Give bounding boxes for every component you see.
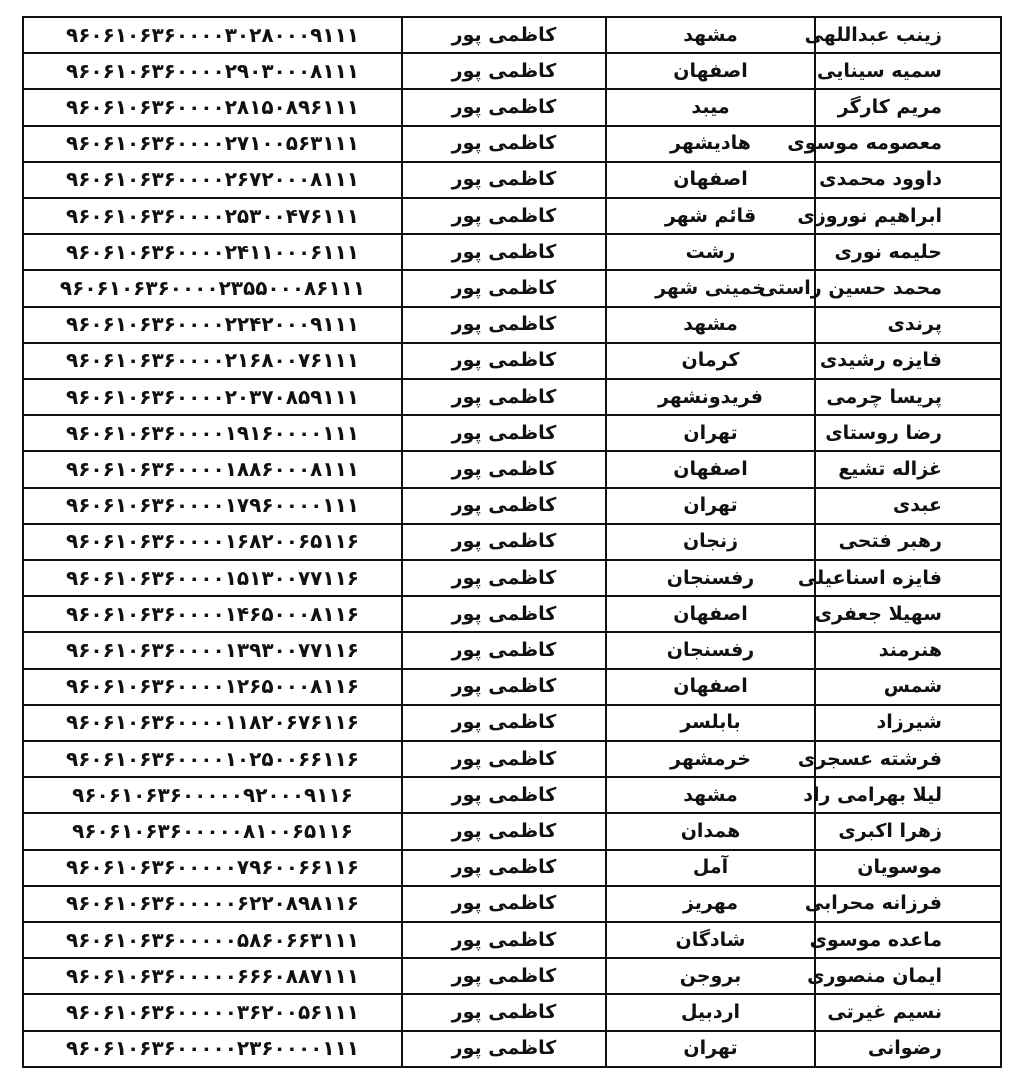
table-row [23,958,1001,994]
table-row [23,886,1001,922]
table-row [23,669,1001,705]
records-table-body [23,17,1001,1067]
family-cell: کاظمی پور [402,524,606,560]
code-cell: ۹۶۰۶۱۰۶۳۶۰۰۰۰۲۷۱۰۰۵۶۳۱۱۱ [23,126,402,162]
table-row [23,234,1001,270]
code-cell: ۹۶۰۶۱۰۶۳۶۰۰۰۰۱۱۸۲۰۶۷۶۱۱۶ [23,705,402,741]
family-cell: کاظمی پور [402,958,606,994]
family-cell: کاظمی پور [402,669,606,705]
name-cell: عبدی [815,488,1001,524]
table-row [23,162,1001,198]
code-cell: ۹۶۰۶۱۰۶۳۶۰۰۰۰۱۴۶۵۰۰۰۸۱۱۶ [23,596,402,632]
code-cell: ۹۶۰۶۱۰۶۳۶۰۰۰۰۰۲۳۶۰۰۰۰۱۱۱ [23,1031,402,1067]
name-cell: حلیمه نوری [815,234,1001,270]
city-cell: رشت [606,234,815,270]
name-cell: داوود محمدی [815,162,1001,198]
city-cell: مشهد [606,17,815,53]
name-cell: غزاله تشیع [815,451,1001,487]
name-cell: زینب عبداللهی [815,17,1001,53]
table-row [23,343,1001,379]
code-cell: ۹۶۰۶۱۰۶۳۶۰۰۰۰۲۹۰۳۰۰۰۸۱۱۱ [23,53,402,89]
family-cell: کاظمی پور [402,162,606,198]
family-cell: کاظمی پور [402,17,606,53]
table-row [23,415,1001,451]
family-cell: کاظمی پور [402,53,606,89]
code-cell: ۹۶۰۶۱۰۶۳۶۰۰۰۰۲۵۳۰۰۴۷۶۱۱۱ [23,198,402,234]
family-cell: کاظمی پور [402,488,606,524]
name-cell: شمس [815,669,1001,705]
name-cell: موسویان [815,850,1001,886]
table-row [23,560,1001,596]
table-row [23,198,1001,234]
code-cell: ۹۶۰۶۱۰۶۳۶۰۰۰۰۰۷۹۶۰۰۶۶۱۱۶ [23,850,402,886]
code-cell: ۹۶۰۶۱۰۶۳۶۰۰۰۰۱۰۲۵۰۰۶۶۱۱۶ [23,741,402,777]
family-cell: کاظمی پور [402,705,606,741]
code-cell: ۹۶۰۶۱۰۶۳۶۰۰۰۰۲۱۶۸۰۰۷۶۱۱۱ [23,343,402,379]
table-row [23,1031,1001,1067]
city-cell: بروجن [606,958,815,994]
city-cell: اردبیل [606,994,815,1030]
name-cell: ابراهیم نوروزی [815,198,1001,234]
family-cell: کاظمی پور [402,1031,606,1067]
name-cell: رضوانی [815,1031,1001,1067]
city-cell: مهریز [606,886,815,922]
name-cell: ایمان منصوری [815,958,1001,994]
family-cell: کاظمی پور [402,560,606,596]
family-cell: کاظمی پور [402,922,606,958]
code-cell: ۹۶۰۶۱۰۶۳۶۰۰۰۰۲۶۷۲۰۰۰۸۱۱۱ [23,162,402,198]
code-cell: ۹۶۰۶۱۰۶۳۶۰۰۰۰۱۹۱۶۰۰۰۰۱۱۱ [23,415,402,451]
code-cell: ۹۶۰۶۱۰۶۳۶۰۰۰۰۰۸۱۰۰۶۵۱۱۶ [23,813,402,849]
family-cell: کاظمی پور [402,632,606,668]
family-cell: کاظمی پور [402,89,606,125]
name-cell: فایزه رشیدی [815,343,1001,379]
city-cell: همدان [606,813,815,849]
name-cell: سمیه سینایی [815,53,1001,89]
family-cell: کاظمی پور [402,343,606,379]
city-cell: زنجان [606,524,815,560]
code-cell: ۹۶۰۶۱۰۶۳۶۰۰۰۰۱۷۹۶۰۰۰۰۱۱۱ [23,488,402,524]
table-row [23,632,1001,668]
records-table [22,16,1002,1068]
name-cell: رهبر فتحی [815,524,1001,560]
family-cell: کاظمی پور [402,270,606,306]
code-cell: ۹۶۰۶۱۰۶۳۶۰۰۰۰۰۵۸۶۰۶۶۳۱۱۱ [23,922,402,958]
code-cell: ۹۶۰۶۱۰۶۳۶۰۰۰۰۲۳۵۵۰۰۰۸۶۱۱۱ [23,270,402,306]
city-cell: تهران [606,1031,815,1067]
name-cell: معصومه موسوی [815,126,1001,162]
family-cell: کاظمی پور [402,741,606,777]
family-cell: کاظمی پور [402,850,606,886]
city-cell: اصفهان [606,451,815,487]
code-cell: ۹۶۰۶۱۰۶۳۶۰۰۰۰۰۶۲۲۰۸۹۸۱۱۶ [23,886,402,922]
code-cell: ۹۶۰۶۱۰۶۳۶۰۰۰۰۲۰۳۷۰۸۵۹۱۱۱ [23,379,402,415]
city-cell: مشهد [606,307,815,343]
name-cell: سهیلا جعفری [815,596,1001,632]
family-cell: کاظمی پور [402,596,606,632]
family-cell: کاظمی پور [402,994,606,1030]
table-row [23,126,1001,162]
city-cell: اصفهان [606,596,815,632]
name-cell: مریم کارگر [815,89,1001,125]
table-row [23,89,1001,125]
city-cell: شادگان [606,922,815,958]
code-cell: ۹۶۰۶۱۰۶۳۶۰۰۰۰۱۸۸۶۰۰۰۸۱۱۱ [23,451,402,487]
name-cell: هنرمند [815,632,1001,668]
city-cell: خرمشهر [606,741,815,777]
family-cell: کاظمی پور [402,415,606,451]
city-cell: مشهد [606,777,815,813]
city-cell: کرمان [606,343,815,379]
city-cell: اصفهان [606,53,815,89]
table-row [23,451,1001,487]
name-cell: زهرا اکبری [815,813,1001,849]
table-row [23,53,1001,89]
family-cell: کاظمی پور [402,886,606,922]
code-cell: ۹۶۰۶۱۰۶۳۶۰۰۰۰۰۶۶۶۰۸۸۷۱۱۱ [23,958,402,994]
city-cell: میبد [606,89,815,125]
name-cell: نسیم غیرتی [815,994,1001,1030]
table-row [23,524,1001,560]
table-row [23,922,1001,958]
table-row [23,307,1001,343]
city-cell: رفسنجان [606,560,815,596]
family-cell: کاظمی پور [402,379,606,415]
city-cell: فریدونشهر [606,379,815,415]
city-cell: بابلسر [606,705,815,741]
code-cell: ۹۶۰۶۱۰۶۳۶۰۰۰۰۰۳۶۲۰۰۵۶۱۱۱ [23,994,402,1030]
code-cell: ۹۶۰۶۱۰۶۳۶۰۰۰۰۳۰۲۸۰۰۰۹۱۱۱ [23,17,402,53]
city-cell: تهران [606,488,815,524]
document-table-container [22,16,1002,1068]
table-row [23,488,1001,524]
family-cell: کاظمی پور [402,234,606,270]
family-cell: کاظمی پور [402,451,606,487]
table-row [23,994,1001,1030]
family-cell: کاظمی پور [402,813,606,849]
name-cell: فایزه اسناعیلی [815,560,1001,596]
family-cell: کاظمی پور [402,307,606,343]
city-cell: قائم شهر [606,198,815,234]
code-cell: ۹۶۰۶۱۰۶۳۶۰۰۰۰۱۳۹۳۰۰۷۷۱۱۶ [23,632,402,668]
table-row [23,379,1001,415]
family-cell: کاظمی پور [402,126,606,162]
name-cell: رضا روستای [815,415,1001,451]
code-cell: ۹۶۰۶۱۰۶۳۶۰۰۰۰۲۴۱۱۰۰۰۶۱۱۱ [23,234,402,270]
city-cell: اصفهان [606,669,815,705]
table-row [23,705,1001,741]
family-cell: کاظمی پور [402,777,606,813]
name-cell: محمد حسین راستی [815,270,1001,306]
family-cell: کاظمی پور [402,198,606,234]
name-cell: پریسا چرمی [815,379,1001,415]
name-cell: پرندی [815,307,1001,343]
table-row [23,777,1001,813]
city-cell: هادیشهر [606,126,815,162]
table-row [23,596,1001,632]
code-cell: ۹۶۰۶۱۰۶۳۶۰۰۰۰۰۹۲۰۰۰۹۱۱۶ [23,777,402,813]
code-cell: ۹۶۰۶۱۰۶۳۶۰۰۰۰۲۸۱۵۰۸۹۶۱۱۱ [23,89,402,125]
code-cell: ۹۶۰۶۱۰۶۳۶۰۰۰۰۱۶۸۲۰۰۶۵۱۱۶ [23,524,402,560]
name-cell: لیلا بهرامی راد [815,777,1001,813]
city-cell: اصفهان [606,162,815,198]
code-cell: ۹۶۰۶۱۰۶۳۶۰۰۰۰۱۲۶۵۰۰۰۸۱۱۶ [23,669,402,705]
city-cell: خمینی شهر [606,270,815,306]
code-cell: ۹۶۰۶۱۰۶۳۶۰۰۰۰۱۵۱۳۰۰۷۷۱۱۶ [23,560,402,596]
table-row [23,741,1001,777]
name-cell: ماعده موسوی [815,922,1001,958]
city-cell: تهران [606,415,815,451]
code-cell: ۹۶۰۶۱۰۶۳۶۰۰۰۰۲۲۴۲۰۰۰۹۱۱۱ [23,307,402,343]
city-cell: رفسنجان [606,632,815,668]
table-row [23,17,1001,53]
name-cell: فرشته عسجری [815,741,1001,777]
name-cell: شیرزاد [815,705,1001,741]
table-row [23,850,1001,886]
name-cell: فرزانه محرابی [815,886,1001,922]
table-row [23,270,1001,306]
table-row [23,813,1001,849]
city-cell: آمل [606,850,815,886]
